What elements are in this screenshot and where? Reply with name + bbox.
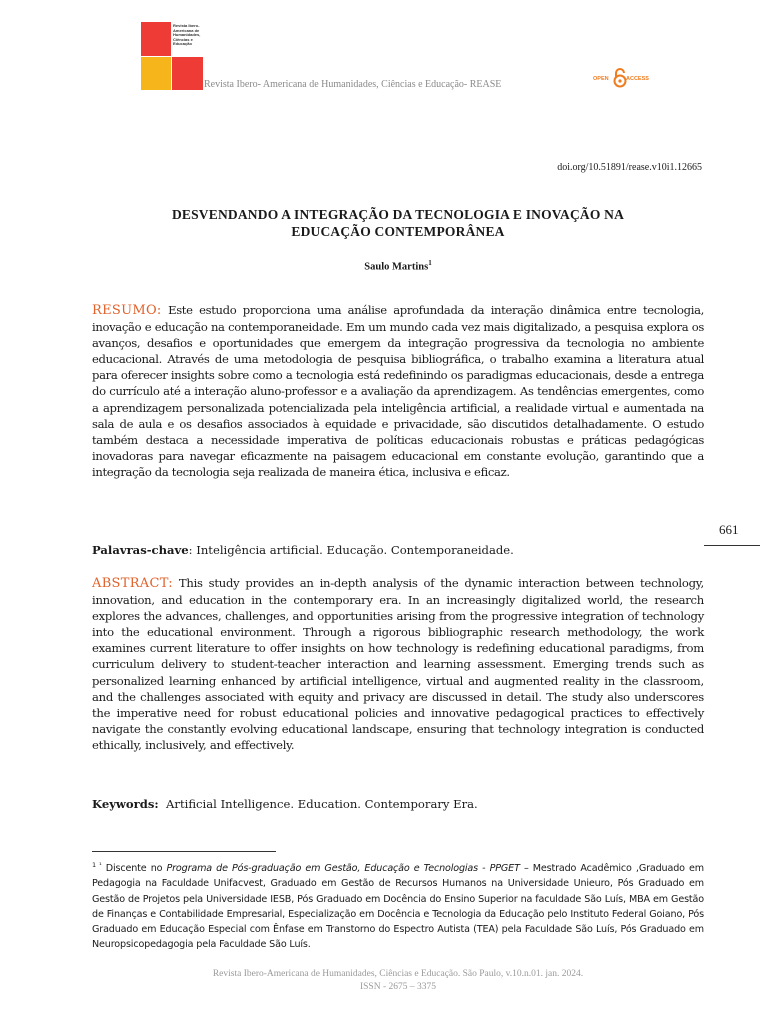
logo-text — [173, 24, 213, 47]
abstract-text: This study provides an in-depth analysis of the dynamic interaction between technology, innovation, and education in the contemporary era. In an increasingly digitalized world, the research explores the advances, challenges, and opportunities arising from the progressive integration of technology into the educational environment. Through a rigorous bibliographic research methodology, the work examines current literature to offer insights on how technology is redefining educational paradigms, from curriculum delivery to student-teacher interaction and learning assessment. Emerging trends such as personalized learning enhanced by artificial intelligence, virtual and augmented reality in the classroom, and the challenges associated with equity and privacy are discussed in detail. The study also underscores the imperative need for robust educational policies and innovative pedagogical practices to effectively navigate the constantly evolving educational landscape, ensuring that technology integration is conducted ethically, inclusively, and effectively. — [92, 576, 704, 752]
logo-red-square-top — [141, 22, 171, 56]
logo-red-square-bottom — [172, 57, 203, 90]
logo-line: Educação — [173, 41, 192, 47]
logo-yellow-square — [141, 57, 171, 90]
footnote — [92, 858, 704, 952]
abstract-label: ABSTRACT: — [92, 576, 173, 591]
footer-issn: ISSN - 2675 – 3375 — [359, 982, 436, 992]
resumo-paragraph — [92, 302, 704, 480]
logo-line: Americana de — [173, 27, 200, 33]
author-name — [92, 259, 704, 273]
author-footnote-marker: 1 — [428, 259, 432, 267]
footnote-rest: – Mestrado Acadêmico ,Graduado em Pedagogia na Faculdade Unifacvest, Graduado em Gestão de Recursos Humanos na Universidade Unieuro, Pós Graduado em Gestão de Projetos pela Universidade IESB, Pós Graduado em Docência do Ensino Superior na faculdade São Luís, MBA em Gestão de Finanças e Contabilidade Empresarial, Especialização em Docência e Tecnologia da Educação pelo Instituto Federal Goiano, Pós Graduado em Educação Especial com Ênfase em Transtorno do Espectro Autista (TEA) pela Faculdade São Luís, Pós Graduado em Neuropsicopedagogia pela Faculdade São Luís. — [92, 863, 704, 951]
footnote-program: Programa de Pós-graduação em Gestão, Educação e Tecnologias - PPGET — [166, 863, 520, 875]
palavras-chave-label: Palavras-chave — [92, 543, 189, 557]
footer-citation: Revista Ibero-Americana de Humanidades, Ciências e Educação. São Paulo, v.10.n.01. jan. 2024. — [212, 969, 584, 979]
doi-link[interactable]: doi.org/10.51891/rease.v10i1.12665 — [557, 162, 702, 173]
resumo-text: Este estudo proporciona uma análise aprofundada da interação dinâmica entre tecnologia, inovação e educação na contemporaneidade. Em um mundo cada vez mais digitalizado, a pesquisa explora os avanços, desafios e oportunidades que emergem da integração progressiva da tecnologia no ambiente educacional. Através de uma metodologia de pesquisa bibliográfica, o trabalho examina a literatura atual para oferecer insights sobre como a tecnologia está redefinindo os paradigmas educacionais, desde a entrega do currículo até a interação aluno-professor e a avaliação da aprendizagem. As tendências emergentes, como a aprendizagem personalizada potencializada pela inteligência artificial, a realidade virtual e aumentada na sala de aula e os desafios associados à equidade e privacidade, são discutidos detalhadamente. O estudo também destaca a necessidade imperativa de políticas educacionais robustas e práticas pedagógicas inovadoras para navegar eficazmente na paisagem educacional em constante evolução, garantindo que a integração da tecnologia seja realizada de maneira ética, inclusiva e eficaz. — [92, 303, 704, 479]
page-number: 661 — [719, 522, 739, 537]
logo-line: Revista Ibero- — [173, 23, 200, 28]
journal-name: Revista Ibero- Americana de Humanidades, Ciências e Educação- REASE — [204, 79, 502, 90]
abstract-paragraph — [92, 575, 704, 753]
open-access-right-text: ACCESS — [626, 76, 649, 82]
palavras-chave — [92, 543, 704, 557]
article-title — [92, 206, 704, 240]
title-line-1: DESVENDANDO A INTEGRAÇÃO DA TECNOLOGIA E INOVAÇÃO NA — [171, 207, 625, 222]
keywords-text: Artificial Intelligence. Education. Contemporary Era. — [166, 797, 478, 811]
palavras-chave-text: : Inteligência artificial. Educação. Contemporaneidade. — [188, 543, 514, 557]
footnote-lead: Discente no — [105, 863, 167, 875]
title-line-2: EDUCAÇÃO CONTEMPORÂNEA — [291, 224, 505, 239]
logo-line: Humanidades, — [173, 32, 201, 38]
footnote-marker: 1 ¹ — [92, 861, 102, 869]
author-text: Saulo Martins — [364, 261, 429, 273]
page-footer — [92, 968, 704, 994]
resumo-label: RESUMO: — [92, 303, 162, 318]
keywords-label: Keywords: — [92, 797, 159, 811]
page-number-rule — [704, 545, 760, 546]
logo-line: Ciências e — [173, 36, 193, 42]
open-access-left-text: OPEN — [593, 76, 609, 82]
keywords — [92, 797, 704, 811]
footnote-rule — [92, 851, 276, 852]
